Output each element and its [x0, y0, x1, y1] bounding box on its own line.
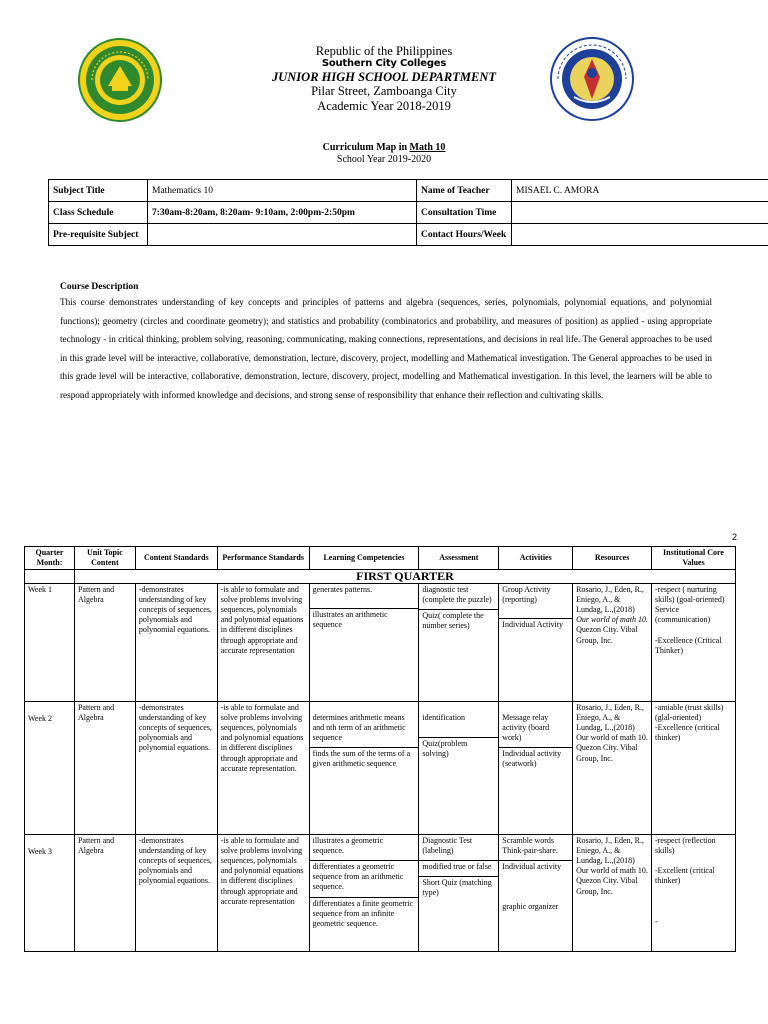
col-unit-topic: Unit Topic Content — [74, 547, 135, 570]
schedule-value: 7:30am-8:20am, 8:20am- 9:10am, 2:00pm-2:50pm — [148, 202, 417, 224]
resources-cell: Rosario, J., Eden, R., Eniego, A., & Lundag, L.,(2018) Our world of math 10. Quezon City. Vibal Group, Inc. — [573, 583, 652, 701]
performance-standard-cell: -is able to formulate and solve problems involving sequences, polynomials and polynomial equations in different disciplines through appropriate and accurate representation — [217, 834, 309, 951]
teacher-label: Name of Teacher — [417, 180, 512, 202]
consultation-value — [512, 202, 768, 224]
week-cell: Week 2 — [25, 701, 75, 834]
academic-year: Academic Year 2018-2019 — [317, 98, 451, 113]
col-activities: Activities — [499, 547, 573, 570]
subject-title-value: Mathematics 10 — [148, 180, 417, 202]
course-description-heading: Course Description — [60, 282, 139, 292]
activities-cell: Group Activity (reporting) Individual Activity — [499, 583, 573, 701]
core-values-cell: -respect (reflection skills) -Excellent (critical thinker) - — [652, 834, 736, 951]
school-year: School Year 2019-2020 — [336, 153, 432, 165]
school-address: Pilar Street, Zamboanga City — [311, 84, 457, 99]
table-row — [25, 701, 736, 834]
performance-standard-cell: -is able to formulate and solve problems involving sequences, polynomials and polynomial equations in different disciplines through appropriate and accurate representation. — [217, 701, 309, 834]
contact-hours-value — [512, 224, 768, 246]
table-row — [25, 583, 736, 701]
competencies-cell: illustrates a geometric sequence. differentiates a geometric sequence from an arithmetic sequence. differentiates a finite geometric sequence from an infinite geometric sequence. — [309, 834, 419, 951]
core-values-cell: -respect ( nurturing skills) (goal-oriented) Service (communication) -Excellence (Critical Thinker) — [652, 583, 736, 701]
content-standard-cell: -demonstrates understanding of key concepts of sequences, polynomials and polynomial equations. — [135, 701, 217, 834]
department-name: JUNIOR HIGH SCHOOL DEPARTMENT — [272, 69, 496, 84]
prereq-label: Pre-requisite Subject — [49, 224, 148, 246]
map-title: Curriculum Map in Math 10 — [322, 142, 446, 153]
activities-cell: Message relay activity (board work) Individual activity (seatwork) — [499, 701, 573, 834]
consultation-label: Consultation Time — [417, 202, 512, 224]
map-title-block — [0, 142, 768, 165]
week-cell: Week 1 — [25, 583, 75, 701]
quarter-label: FIRST QUARTER — [74, 570, 735, 583]
activities-cell: Scramble words Think-pair-share. Individual activity graphic organizer — [499, 834, 573, 951]
letterhead — [0, 44, 768, 113]
competencies-cell: determines arithmetic means and nth term of an arithmetic sequence finds the sum of the terms of a given arithmetic sequence — [309, 701, 419, 834]
week-cell: Week 3 — [25, 834, 75, 951]
republic-line: Republic of the Philippines — [315, 44, 453, 58]
page-number: 2 — [732, 532, 738, 542]
col-assessment: Assessment — [419, 547, 499, 570]
contact-hours-label: Contact Hours/Week — [417, 224, 512, 246]
topic-cell: Pattern and Algebra — [74, 701, 135, 834]
content-standard-cell: -demonstrates understanding of key concepts of sequences, polynomials and polynomial equations. — [135, 834, 217, 951]
col-quarter-month: Quarter Month: — [25, 547, 75, 570]
map-header-row — [25, 547, 736, 570]
school-name: Southern City Colleges — [321, 58, 447, 70]
map-subject: Math 10 — [409, 142, 446, 153]
subject-info-table — [48, 179, 768, 246]
resources-cell: Rosario, J., Eden, R., Eniego, A., & Lundag, L.,(2018) Our world of math 10. Quezon City. Vibal Group, Inc. — [573, 701, 652, 834]
assessment-cell: Diagnostic Test (labeling) modified true or false Short Quiz (matching type) — [419, 834, 499, 951]
content-standard-cell: -demonstrates understanding of key concepts of sequences, polynomials and polynomial equations. — [135, 583, 217, 701]
col-learning-competencies: Learning Competencies — [309, 547, 419, 570]
curriculum-map-table — [24, 546, 736, 952]
table-row — [25, 834, 736, 951]
topic-cell: Pattern and Algebra — [74, 834, 135, 951]
topic-cell: Pattern and Algebra — [74, 583, 135, 701]
assessment-cell: identification Quiz(problem solving) — [419, 701, 499, 834]
resources-cell: Rosario, J., Eden, R., Eniego, A., & Lundag, L.,(2018) Our world of math 10. Quezon City. Vibal Group, Inc. — [573, 834, 652, 951]
col-core-values: Institutional Core Values — [652, 547, 736, 570]
prereq-value — [148, 224, 417, 246]
col-resources: Resources — [573, 547, 652, 570]
assessment-cell: diagnostic test (complete the puzzle) Quiz( complete the number series) — [419, 583, 499, 701]
core-values-cell: -amiable (trust skills) (glal-oriented) -Excellence (critical thinker) — [652, 701, 736, 834]
schedule-label: Class Schedule — [49, 202, 148, 224]
col-performance-standards: Performance Standards — [217, 547, 309, 570]
col-content-standards: Content Standards — [135, 547, 217, 570]
performance-standard-cell: -is able to formulate and solve problems involving sequences, polynomials and polynomial equations in different disciplines through appropriate and accurate representation — [217, 583, 309, 701]
course-description-text: This course demonstrates understanding of key concepts and principles of patterns and algebra (sequences, series, polynomials, polynomial equations, and polynomial functions); geometry (circles and coordinate geometry); and statistics and probability (combinatorics and probability, and measures of position) as applied - using appropriate technology - in critical thinking, problem solving, reasoning, communicating, making connections, representations, and decisions in real life. The General approaches to be used in this grade level will be interactive, collaborative, demonstration, lecture, discovery, project, modelling and Mathematical investigation. The General approaches to be used in this grade level will be interactive, collaborative, demonstration, lecture, discovery, project, modelling and Mathematical investigation. In this level, the learners will be able to respond appropriately with informed knowledge and decisions, and strong sense of responsibility that enhance their reflection and cultivating skills. — [60, 297, 712, 400]
teacher-value: MISAEL C. AMORA — [512, 180, 768, 202]
competencies-cell: generates patterns. illustrates an arithmetic sequence — [309, 583, 419, 701]
subject-title-label: Subject Title — [49, 180, 148, 202]
